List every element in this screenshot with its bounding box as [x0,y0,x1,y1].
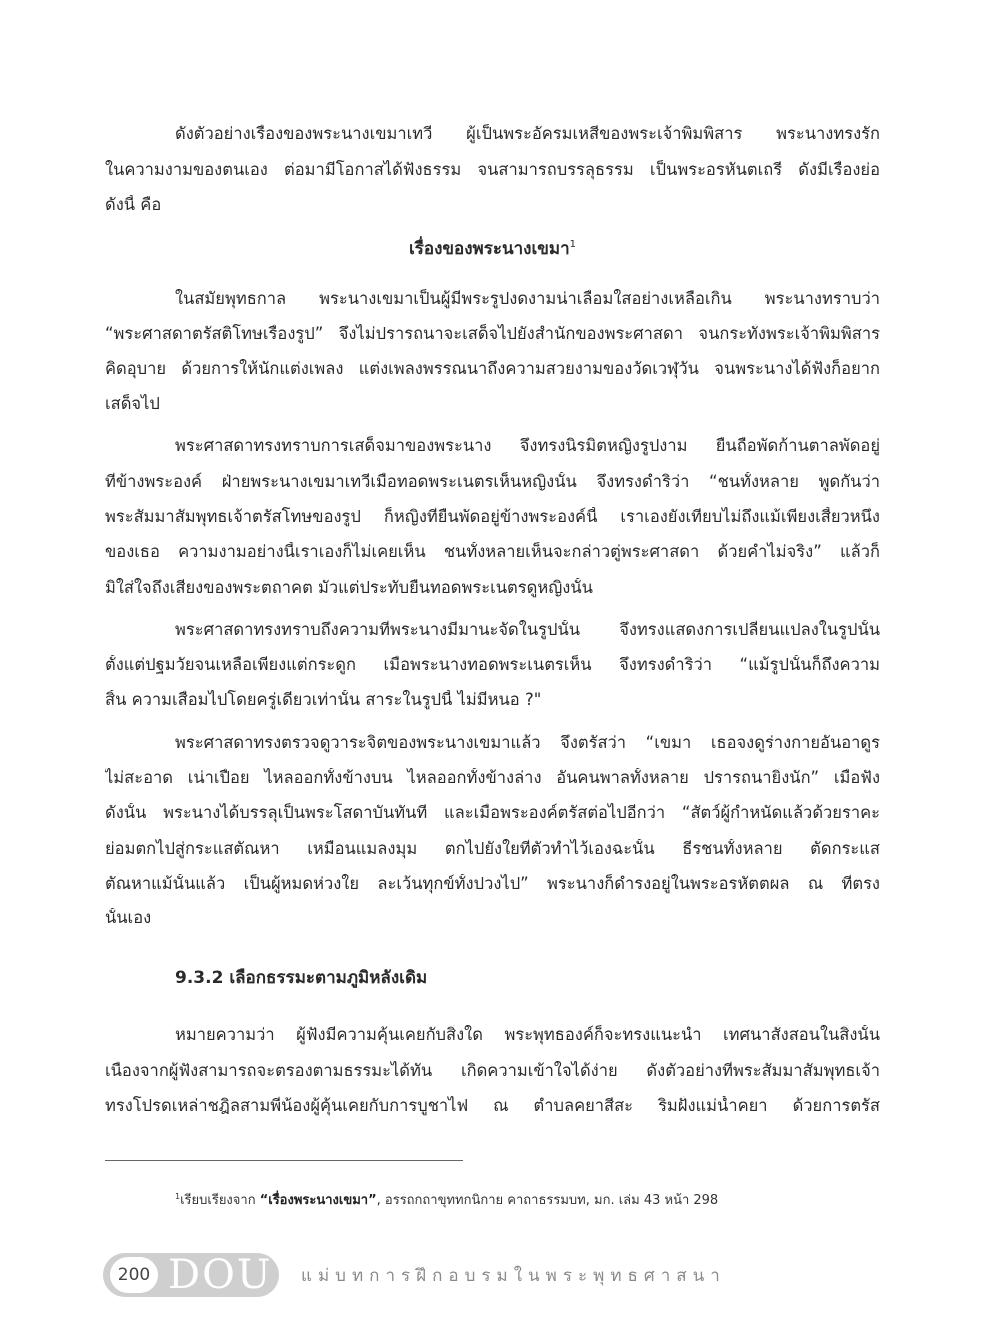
footnote-source: , อรรถกถาขุททกนิกาย คาถาธรรมบท, มก. เล่ม 43 หน้า 298 [376,1193,719,1208]
p1-line-4: เสด็จไป [105,394,160,413]
page-footer [103,1253,726,1297]
footer-badge [103,1253,279,1297]
p3-line-3: สิ้น ความเสื่อมไปโดยครู่เดียวเท่านั้น สาระในรูปนี้ ไม่มีหนอ ?" [105,690,542,709]
p1-line-2: “พระศาสดาตรัสติโทษเรื่องรูป” จึงไม่ปรารถนาจะเสด็จไปยังสำนักของพระศาสดา จนกระทั่งพระเจ้าพิมพิสาร [105,324,880,343]
book-title: แม่บทการฝึกอบรมในพระพุทธศาสนา [301,1265,726,1286]
p4-line-4: ย่อมตกไปสู่กระแสตัณหา เหมือนแมลงมุม ตกไปยังใยที่ตัวทำไว้เองฉะนั้น ธีรชนทั้งหลาย ตัดกระแส [105,839,880,858]
story-heading-text: เรื่องของพระนางเขมา [408,239,570,259]
p1-line-1: ในสมัยพุทธกาล พระนางเขมาเป็นผู้มีพระรูปงดงามน่าเลื่อมใสอย่างเหลือเกิน พระนางทราบว่า [175,289,880,308]
p3-line-1: พระศาสดาทรงทราบถึงความที่พระนางมีมานะจัดในรูปนั้น จึงทรงแสดงการเปลี่ยนแปลงในรูปนั้น [175,620,880,639]
p2-line-3: พระสัมมาสัมพุทธเจ้าตรัสโทษของรูป ก็หญิงที่ยืนพัดอยู่ข้างพระองค์นี้ เราเองยังเทียบไม่ถึงแม้เพียงเสี้ยวหนึ่ง [105,507,880,526]
p2-line-4: ของเธอ ความงามอย่างนี้เราเองก็ไม่เคยเห็น ชนทั้งหลายเห็นจะกล่าวตู่พระศาสดา ด้วยคำไม่จริง” แล้วก็ [105,542,880,561]
p4-line-6: นั้นเอง [105,908,152,927]
dou-logo: DOU [168,1252,273,1298]
section-heading: 9.3.2 เลือกธรรมะตามภูมิหลังเดิม [175,968,428,988]
footnote-title: “เรื่องพระนางเขมา” [259,1193,377,1208]
p5-line-3: ทรงโปรดเหล่าชฎิลสามพี่น้องผู้คุ้นเคยกับการบูชาไฟ ณ ตำบลคยาสีสะ ริมฝั่งแม่น้ำคยา ด้วยการตรัส [105,1096,880,1115]
p4-line-3: ดังนั้น พระนางได้บรรลุเป็นพระโสดาบันทันที และเมื่อพระองค์ตรัสต่อไปอีกว่า “สัตว์ผู้กำหนัดแล้วด้วยราคะ [105,803,880,822]
footnote-ref: 1 [569,239,577,250]
p4-line-1: พระศาสดาทรงตรวจดูวาระจิตของพระนางเขมาแล้ว จึงตรัสว่า “เขมา เธอจงดูร่างกายอันอาดูร [175,733,880,752]
footnote-divider [105,1160,463,1161]
p3-line-2: ตั้งแต่ปฐมวัยจนเหลือเพียงแต่กระดูก เมื่อพระนางทอดพระเนตรเห็น จึงทรงดำริว่า “แม้รูปนั้นก็ถึงความ [105,655,880,674]
p2-line-1: พระศาสดาทรงทราบการเสด็จมาของพระนาง จึงทรงนิรมิตหญิงรูปงาม ยืนถือพัดก้านตาลพัดอยู่ [175,436,880,455]
p5-line-2: เนื่องจากผู้ฟังสามารถจะตรองตามธรรมะได้ทัน เกิดความเข้าใจได้ง่าย ดังตัวอย่างที่พระสัมมาสัมพุทธเจ้า [105,1061,880,1080]
p4-line-2: ไม่สะอาด เน่าเปื่อย ไหลออกทั้งข้างบน ไหลออกทั้งข้างล่าง อันคนพาลทั้งหลาย ปรารถนายิ่งนัก” เมื่อฟัง [105,768,880,787]
page-number: 200 [110,1257,158,1293]
p4-line-5: ตัณหาแม้นั้นแล้ว เป็นผู้หมดห่วงใย ละเว้นทุกข์ทั้งปวงไป” พระนางก็ดำรงอยู่ในพระอรหัตตผล ณ ที่ตรง [105,874,880,893]
intro-line-2: ในความงามของตนเอง ต่อมามีโอกาสได้ฟังธรรม จนสามารถบรรลุธรรม เป็นพระอรหันตเถรี ดังมีเรื่องย่อ [105,160,880,179]
intro-line-3: ดังนี้ คือ [105,195,162,214]
footnote-marker: 1 [175,1192,181,1201]
p1-line-3: คิดอุบาย ด้วยการให้นักแต่งเพลง แต่งเพลงพรรณนาถึงความสวยงามของวัดเวฬุวัน จนพระนางได้ฟังก็อยาก [105,359,880,378]
footnote-prefix: เรียบเรียงจาก [180,1193,260,1208]
p2-line-5: มิใส่ใจถึงเสียงของพระตถาคต มัวแต่ประทับยืนทอดพระเนตรดูหญิงนั้น [105,578,593,597]
p2-line-2: ที่ข้างพระองค์ ฝ่ายพระนางเขมาเทวีเมื่อทอดพระเนตรเห็นหญิงนั้น จึงทรงดำริว่า “ชนทั้งหลาย พูดกันว่า [105,472,880,491]
footnote [175,1188,718,1210]
story-heading [105,234,880,260]
intro-line-1: ดังตัวอย่างเรื่องของพระนางเขมาเทวี ผู้เป็นพระอัครมเหสีของพระเจ้าพิมพิสาร พระนางทรงรัก [175,124,880,143]
p5-line-1: หมายความว่า ผู้ฟังมีความคุ้นเคยกับสิ่งใด พระพุทธองค์ก็จะทรงแนะนำ เทศนาสั่งสอนในสิ่งนั้น [175,1025,880,1044]
